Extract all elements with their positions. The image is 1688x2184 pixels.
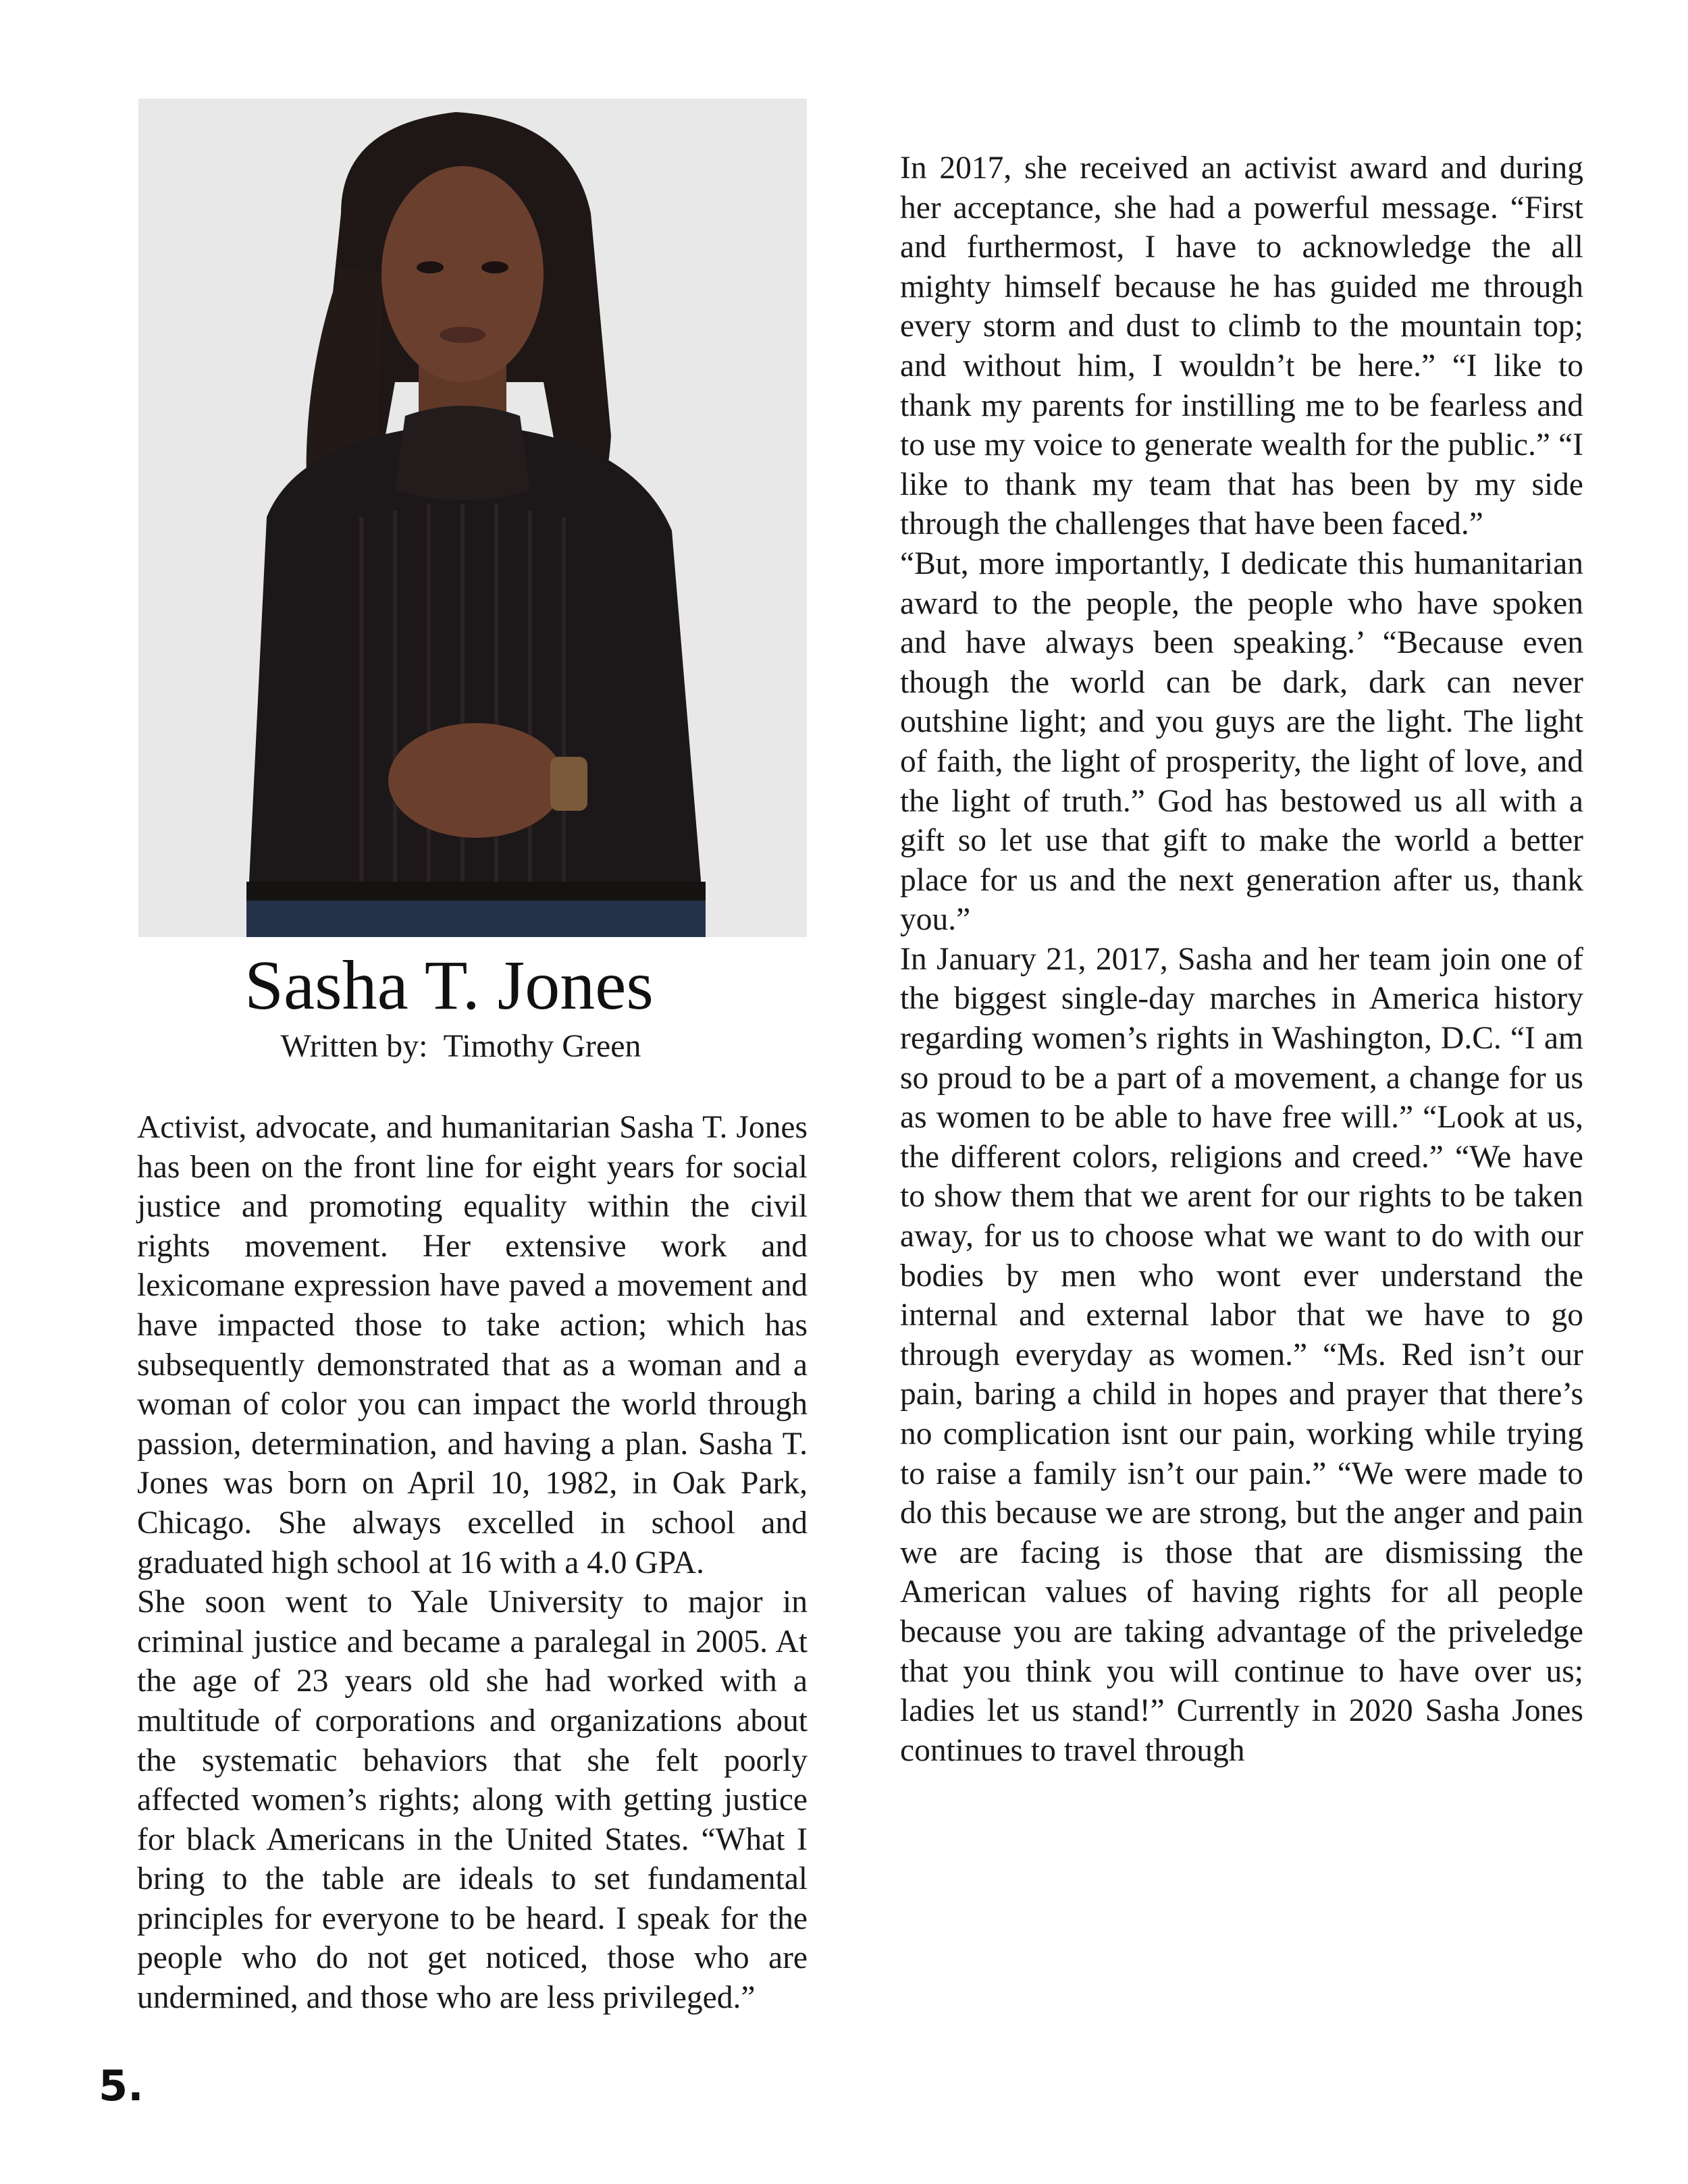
page-number: 5. [99, 2061, 144, 2110]
left-column-text [137, 1108, 808, 2018]
paragraph: She soon went to Yale University to major in criminal justice and became a paralegal in 2005. At the age of 23 years old she had worked with a multitude of corporations and organizations about the systematic behaviors that she felt poorly affected women’s rights; along with getting justice for black Americans in the United States. “What I bring to the table are ideals to set fundamental principles for everyone to be heard. I speak for the people who do not get noticed, those who are undermined, and those who are less privileged.” [137, 1584, 808, 2016]
portrait-illustration [138, 99, 807, 937]
article-byline: Written by: Timothy Green [280, 1028, 641, 1064]
paragraph: In January 21, 2017, Sasha and her team join one of the biggest single-day marches in America history regarding women’s rights in Washington, D.C. “I am so proud to be a part of a movement, a change for us as women to be able to have free will.” “Look at us, the different colors, religions and creed.” “We have to show them that we arent for our rights to be taken away, for us to choose what we want to do with our bodies by men who wont ever understand the internal and external labor that we have to go through everyday as women.” “Ms. Red isn’t our pain, baring a child in hopes and prayer that there’s no complication isnt our pain, working while trying to raise a family isn’t our pain.” “We were made to do this because we are strong, but the anger and pain we are facing is those that are dismissing the American values of having rights for all people because you are taking advantage of the priveledge that you think you will continue to have over us; ladies let us stand!” Currently in 2020 Sasha Jones continues to travel through [900, 941, 1583, 1768]
paragraph: “But, more importantly, I dedicate this humanitarian award to the people, the people who have spoken and have always been speaking.’ “Because even though the world can be dark, dark can never outshine light; and you guys are the light. The light of faith, the light of prosperity, the light of love, and the light of truth.” God has bestowed us all with a gift so let use that gift to make the world a better place for us and the next generation after us, thank you.” [900, 545, 1583, 938]
article-subject-name: Sasha T. Jones [244, 947, 654, 1024]
paragraph: Activist, advocate, and humanitarian Sasha T. Jones has been on the front line for eight years for social justice and promoting equality within the civil rights movement. Her extensive work and lexicomane expression have paved a movement and have impacted those to take action; which has subsequently demonstrated that as a woman and a woman of color you can impact the world through passion, determination, and having a plan. Sasha T. Jones was born on April 10, 1982, in Oak Park, Chicago. She always excelled in school and graduated high school at 16 with a 4.0 GPA. [137, 1110, 808, 1580]
paragraph: In 2017, she received an activist award and during her acceptance, she had a powerful message. “First and furthermost, I have to acknowledge the all mighty himself because he has guided me through every storm and dust to climb to the mountain top; and without him, I wouldn’t be here.” “I like to thank my parents for instilling me to be fearless and to use my voice to generate wealth for the public.” “I like to thank my team that has been by my side through the challenges that have been faced.” [900, 151, 1583, 542]
portrait-photo [138, 99, 807, 937]
right-column-text [900, 149, 1583, 1770]
